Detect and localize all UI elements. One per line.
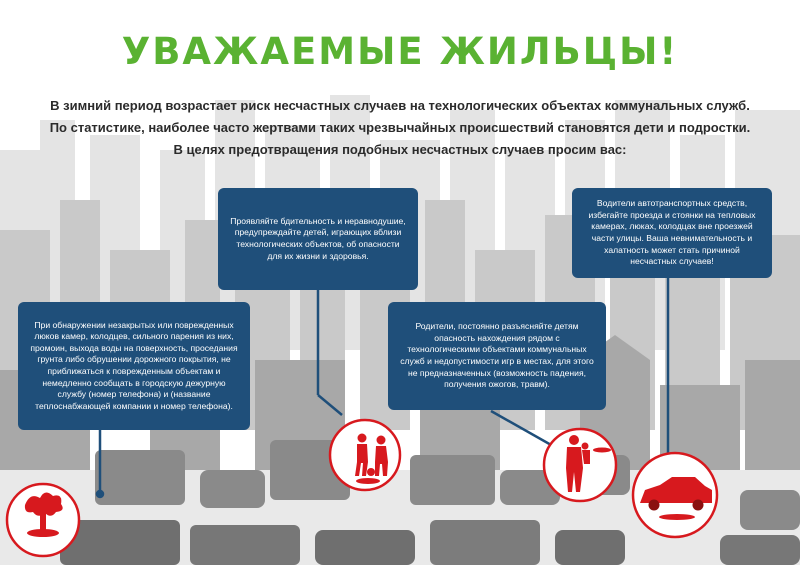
vigilance-box bbox=[218, 188, 418, 290]
drivers-box bbox=[572, 188, 772, 278]
parents-box bbox=[388, 302, 606, 410]
children-playing-icon bbox=[330, 420, 400, 490]
intro-line-2: По статистике, наиболее часто жертвами таких чрезвычайных происшествий становятся дети и подростки. bbox=[49, 120, 751, 135]
steam-burst-icon bbox=[7, 484, 79, 556]
intro-line-3: В целях предотвращения подобных несчастных случаев просим вас: bbox=[173, 142, 627, 157]
vigilance-text: Проявляйте бдительность и неравнодушие, предупреждайте детей, играющих вблизи технологических объектов, об опасности для их жизни и здоровья. bbox=[230, 215, 406, 261]
parents-text: Родители, постоянно разъясняйте детям опасность нахождения рядом с технологическими объектами коммунальных служб и недопустимости игр в местах, для этого не предназначенных (возможность падения, получения ожогов, травм). bbox=[400, 321, 594, 390]
manhole-warning-box bbox=[18, 302, 250, 430]
drivers-text: Водители автотранспортных средств, избегайте проезда и стоянки на тепловых камерах, люках, колодцах вне проезжей части улицы. Ваша невнимательность и халатность может стать причиной несчастных случаев! bbox=[588, 198, 756, 267]
car-on-manhole-icon bbox=[633, 453, 717, 537]
manhole-warning-text: При обнаружении незакрытых или поврежденных люков камер, колодцев, сильного парения из них, промоин, выхода воды на поверхность, проседания грунта либо обрушении дорожного покрытия, не приближаться к поврежденным объектам и немедленно сообщать в городскую дежурную службу (номер телефона) и (название теплоснабжающей компании и номер телефона). bbox=[30, 319, 238, 411]
parent-child-icon bbox=[544, 429, 616, 501]
page-title: УВАЖАЕМЫЕ ЖИЛЬЦЫ! bbox=[121, 30, 679, 73]
intro-line-1: В зимний период возрастает риск несчастных случаев на технологических объектах коммунальных служб. bbox=[50, 98, 750, 113]
